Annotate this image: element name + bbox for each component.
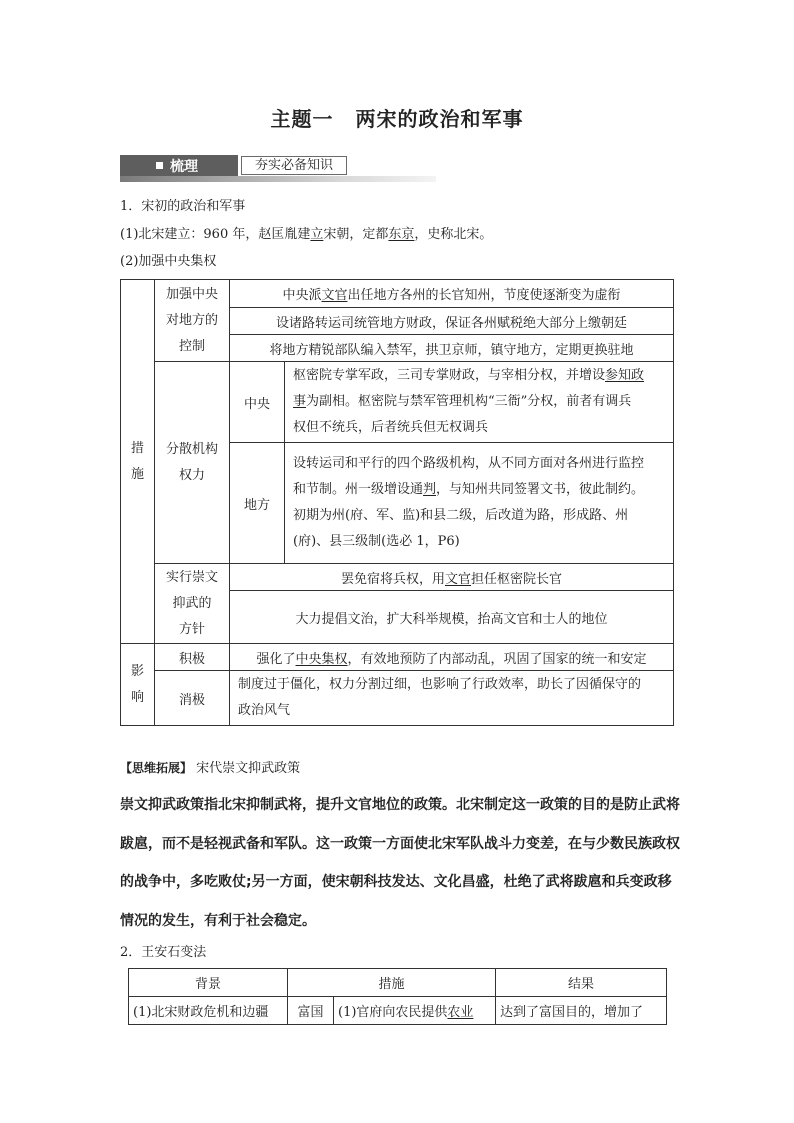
policy-label: 实行崇文 抑武的 方针 [155, 564, 230, 644]
header-measures: 措施 [288, 969, 496, 997]
measure-content: (1)官府向农民提供农业 [334, 997, 496, 1025]
negative-content: 制度过于僵化，权力分割过细，也影响了行政效率，助长了因循保守的 政治风气 [230, 671, 674, 726]
banner-shadow [120, 176, 436, 182]
header-result: 结果 [496, 969, 667, 997]
background-cell: (1)北宋财政危机和边疆 [129, 997, 288, 1025]
disperse-label: 分散机构 权力 [155, 362, 230, 564]
local-label: 地方 [230, 443, 285, 564]
measure-category: 富国 [288, 997, 334, 1025]
positive-label: 积极 [155, 644, 230, 671]
section-subtitle: 夯实必备知识 [241, 156, 347, 175]
heading-1: 1．宋初的政治和军事 [120, 199, 246, 214]
thinking-paragraph: 崇文抑武政策指北宋抑制武将，提升文官地位的政策。北宋制定这一政策的目的是防止武将 跋扈，而不是轻视武备和军队。这一政策一方面使北宋军队战斗力变差，在与少数民族政权 的战争中，多吃败仗;另一方面，使宋朝科技发达、文化昌盛，杜绝了武将跋扈和兵变政移 情况的发生，有利于社会稳定。 [120, 797, 680, 929]
item-founding: (1)北宋建立：960 年，赵匡胤建立宋朝，定都东京，史称北宋。 [120, 227, 493, 242]
local-content: 设转运司和平行的四个路级机构，从不同方面对各州进行监控 和节制。州一级增设通判，与知州共同签署文书，彼此制约。 初期为州(府、军、监)和县二级，后改道为路，形成路、州 (府)、县三级制(选必 1，P6) [285, 443, 674, 564]
central-label: 中央 [230, 362, 285, 443]
control-label: 加强中央 对地方的 控制 [155, 280, 230, 362]
control-row-1: 中央派文官出任地方各州的长官知州，节度使逐渐变为虚衔 [230, 280, 674, 308]
policy-row-1: 罢免宿将兵权，用文官担任枢密院长官 [230, 564, 674, 591]
negative-label: 消极 [155, 671, 230, 726]
policy-row-2: 大力提倡文治，扩大科举规模，抬高文官和士人的地位 [230, 591, 674, 644]
page-title: 主题一 两宋的政治和军事 [270, 107, 524, 131]
result-cell: 达到了富国目的，增加了 [496, 997, 667, 1025]
square-bullet-icon [156, 162, 163, 169]
section-tag: 梳理 [120, 155, 238, 176]
impact-label: 影响 [121, 644, 155, 726]
control-row-2: 设诸路转运司统管地方财政，保证各州赋税绝大部分上缴朝廷 [230, 308, 674, 335]
section-banner [120, 155, 436, 182]
reform-table [128, 968, 667, 1025]
thinking-heading: 【思维拓展】 宋代崇文抑武政策 [120, 761, 301, 776]
centralization-table [120, 279, 674, 726]
header-background: 背景 [129, 969, 288, 997]
heading-2: 2．王安石变法 [120, 945, 207, 960]
central-content: 枢密院专掌军政，三司专掌财政，与宰相分权，并增设参知政 事为副相。枢密院与禁军管理机构“三衙”分权，前者有调兵 权但不统兵，后者统兵但无权调兵 [285, 362, 674, 443]
positive-content: 强化了中央集权，有效地预防了内部动乱，巩固了国家的统一和安定 [230, 644, 674, 671]
measures-label: 措施 [121, 280, 155, 644]
item-centralization: (2)加强中央集权 [120, 254, 217, 269]
control-row-3: 将地方精锐部队编入禁军，拱卫京师，镇守地方，定期更换驻地 [230, 335, 674, 362]
